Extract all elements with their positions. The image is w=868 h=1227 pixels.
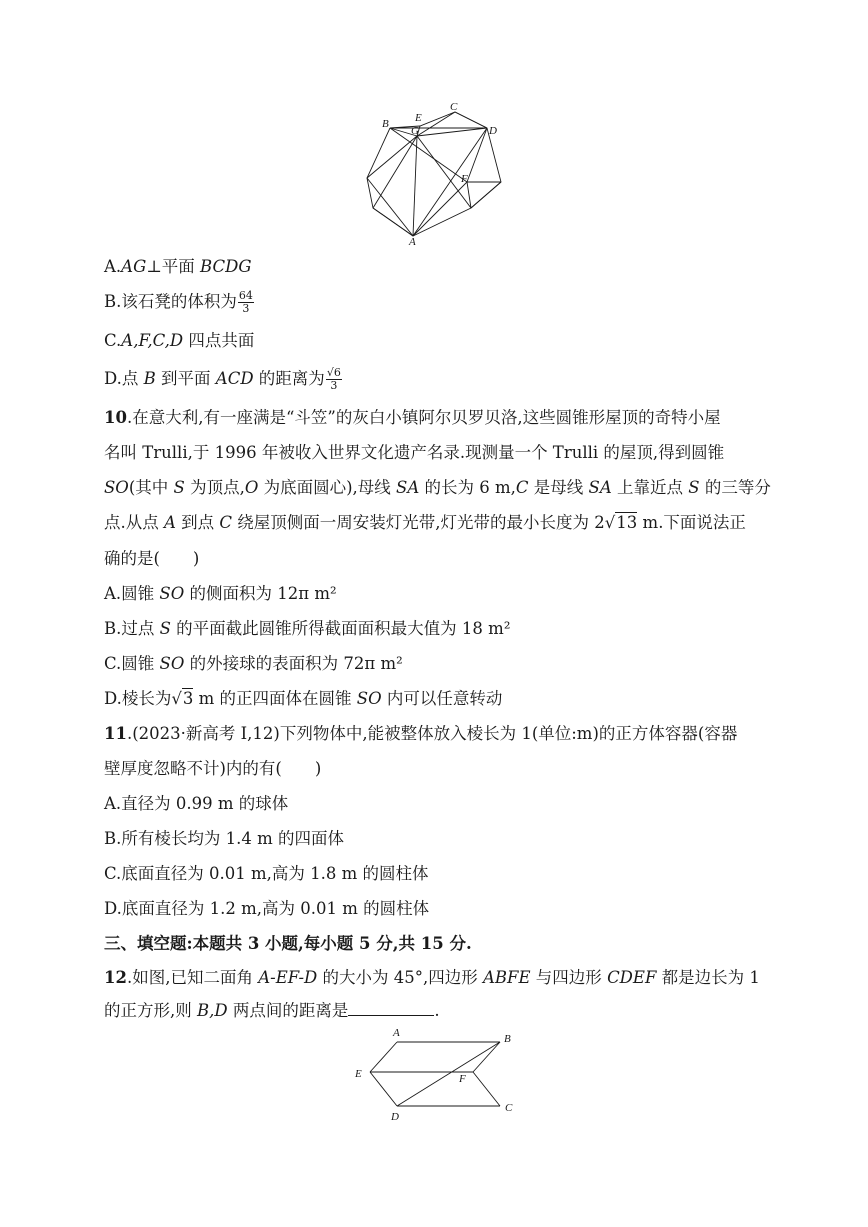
q10-number: 10 [104,408,127,427]
q10-option-d: D.棱长为√3 m 的正四面体在圆锥 SO 内可以任意转动 [104,689,503,708]
q12-l1-t1: .如图,已知二面角 [126,968,259,987]
q11-c-text: C.底面直径为 0.01 m,高为 1.8 m 的圆柱体 [104,864,429,883]
fig2-label-C: C [505,1102,513,1114]
q11-option-a [104,792,288,816]
q11-option-d [104,897,429,921]
q9-d-var2: ACD [215,369,254,388]
q10-l3-v5: C [515,478,529,497]
q11-b-text: B.所有棱长均为 1.4 m 的四面体 [104,829,344,848]
q10-l3-t5: 是母线 [528,478,589,497]
q10-l4-sqrt: 13 [616,513,638,532]
q10-l4-v1: A [164,513,176,532]
q10-l3-v6: SA [588,478,612,497]
q12-l2-t2: 两点间的距离是 [227,1001,349,1020]
q10-l3-v1: SO [104,478,129,497]
fig1-label-C: C [450,101,458,113]
q9-b-prefix: B.该石凳的体积为 [104,292,237,311]
q9-b-num: 64 [238,289,253,302]
q12-l1-t4: 都是边长为 1 [656,968,760,987]
q9-d-den: 3 [330,379,338,392]
q10-l4-t4: m.下面说法正 [637,513,746,532]
q11-number: 11 [104,724,127,743]
q10-d-t3: 内可以任意转动 [381,689,503,708]
q11-line2 [104,757,321,781]
q10-option-b [104,617,510,641]
q10-text1: .在意大利,有一座满是“斗笠”的灰白小镇阿尔贝罗贝洛,这些圆锥形屋顶的奇特小屋 [126,408,721,427]
q10-d-v: SO [356,689,382,708]
q9-option-a [104,255,252,279]
q10-l4-t3: 绕屋顶侧面一周安装灯光带,灯光带的最小长度为 2 [232,513,605,532]
section-3-title: 三、填空题:本题共 3 小题,每小题 5 分,共 15 分. [104,934,472,953]
q12-l2-t1: 的正方形,则 [104,1001,197,1020]
q9-option-d [104,367,342,392]
q10-l3-t3: 为底面圆心),母线 [258,478,397,497]
q10-a-t1: A.圆锥 [104,584,160,603]
q11-d-text: D.底面直径为 1.2 m,高为 0.01 m 的圆柱体 [104,899,430,918]
q9-d-mid: 到平面 [155,369,216,388]
q10-line4: 点.从点 A 到点 C 绕屋顶侧面一周安装灯光带,灯光带的最小长度为 2√13 m.下面说法正 [104,513,746,532]
fig2-label-B: B [504,1033,511,1045]
q9-a-var1: AG [121,257,147,276]
q10-c-t2: 的外接球的表面积为 72π m² [184,654,403,673]
q10-l3-t2: 为顶点, [184,478,245,497]
q10-l3-v3: O [244,478,259,497]
q9-c-suffix: 四点共面 [183,331,255,350]
q10-line3 [104,476,771,500]
stone-stool-figure [355,98,515,246]
q9-a-mid: ⊥平面 [146,257,201,276]
q10-line5 [104,547,199,571]
fig1-label-A: A [409,236,416,246]
q9-c-var: A,F,C,D [121,331,184,350]
q10-b-v: S [159,619,171,638]
q10-option-a [104,582,337,606]
q9-b-den: 3 [242,302,250,315]
q10-d-sqrt: 3 [182,689,194,708]
q10-text2: 名叫 Trulli,于 1996 年被收入世界文化遗产名录.现测量一个 Trulli 的屋顶,得到圆锥 [104,443,725,462]
q12-l1-t3: 与四边形 [530,968,608,987]
q10-b-t1: B.过点 [104,619,160,638]
fig1-label-B: B [382,118,389,130]
q10-text5: 确的是( ) [104,549,200,568]
q10-d-t2: m 的正四面体在圆锥 [193,689,357,708]
dihedral-angle-figure [345,1020,525,1124]
q9-d-prefix: D.点 [104,369,144,388]
fig1-label-D: D [489,125,497,137]
q11-option-c [104,862,429,886]
q9-d-fraction [326,367,342,392]
q9-a-prefix: A. [104,257,122,276]
q10-c-v: SO [159,654,185,673]
q10-a-t2: 的侧面积为 12π m² [184,584,337,603]
q9-b-fraction [238,290,254,315]
q11-line1 [104,722,737,746]
q12-l1-v1: A-EF-D [258,968,318,987]
q9-d-num: √6 [326,366,341,379]
q12-l2-t3: . [434,1001,440,1020]
q12-l1-v3: CDEF [607,968,657,987]
q9-option-c [104,329,254,353]
q10-l3-t1: (其中 [128,478,174,497]
q10-a-v: SO [159,584,185,603]
answer-blank[interactable] [348,1001,434,1016]
q12-l1-v2: ABFE [483,968,531,987]
q12-l2-v1: B,D [197,1001,228,1020]
q10-l3-v7: S [688,478,700,497]
fig1-label-F: F [461,173,468,185]
q10-l4-t2: 到点 [175,513,220,532]
fig2-label-F: F [459,1073,466,1085]
q11-text1: .(2023·新高考 Ⅰ,12)下列物体中,能被整体放入棱长为 1(单位:m)的正方体容器(容器 [126,724,738,743]
q10-l3-t6: 上靠近点 [611,478,689,497]
q10-l3-t4: 的长为 6 m, [419,478,516,497]
fig1-label-G: G [411,125,419,137]
q10-c-t1: C.圆锥 [104,654,160,673]
q10-line2 [104,441,724,465]
q10-l3-v4: SA [396,478,420,497]
fig1-label-E: E [415,112,422,124]
q10-l3-v2: S [173,478,185,497]
q11-option-b [104,827,344,851]
q12-line1 [104,966,760,990]
q10-option-c [104,652,403,676]
q9-d-var1: B [143,369,156,388]
q11-a-text: A.直径为 0.99 m 的球体 [104,794,289,813]
fig2-label-A: A [393,1027,400,1039]
q10-b-t2: 的平面截此圆锥所得截面面积最大值为 18 m² [170,619,511,638]
q11-text2: 壁厚度忽略不计)内的有( ) [104,759,322,778]
q10-d-t1: D.棱长为 [104,689,172,708]
q9-c-prefix: C. [104,331,122,350]
q12-number: 12 [104,968,127,987]
fig2-label-E: E [355,1068,362,1080]
q10-l3-t7: 的三等分 [699,478,771,497]
q9-option-b [104,290,254,315]
fig2-label-D: D [391,1111,399,1123]
q10-l4-t1: 点.从点 [104,513,164,532]
q9-a-var2: BCDG [200,257,252,276]
q10-l4-v2: C [219,513,233,532]
q9-d-mid2: 的距离为 [253,369,325,388]
q10-line1 [104,406,721,430]
q12-l1-t2: 的大小为 45°,四边形 [317,968,484,987]
